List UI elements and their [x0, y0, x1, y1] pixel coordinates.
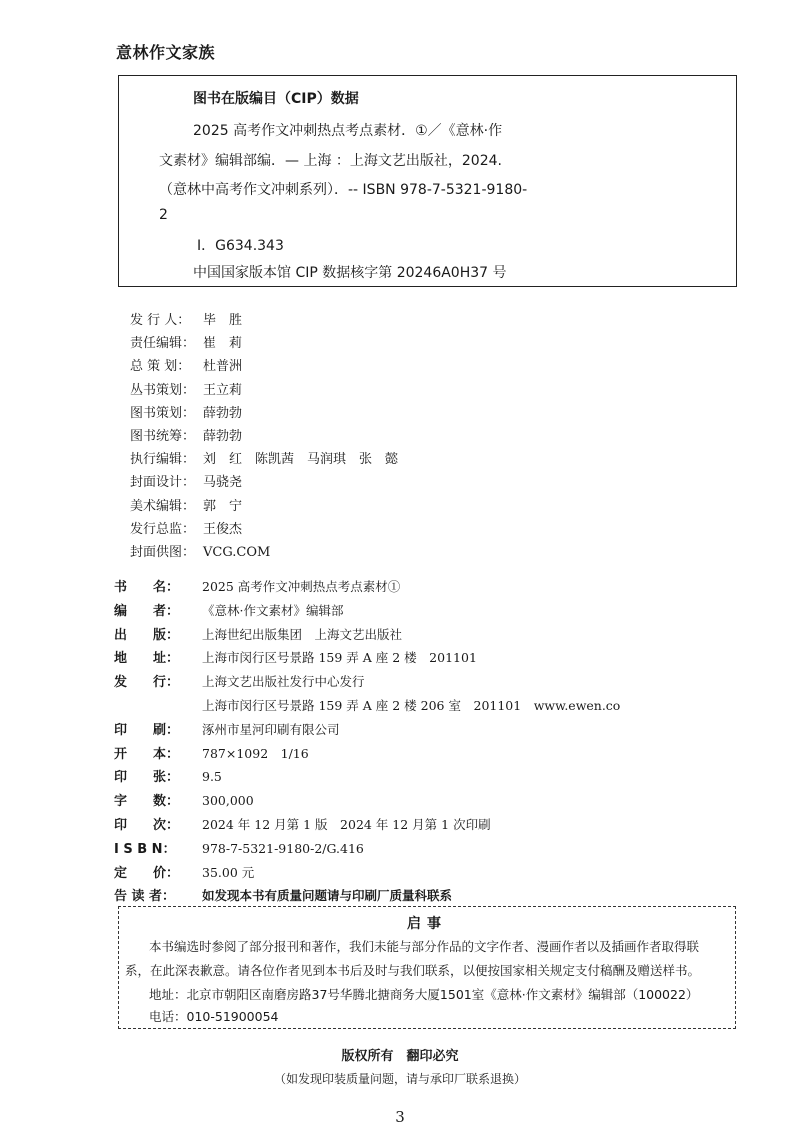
info-value: 上海文艺出版社发行中心发行	[202, 674, 365, 690]
cip-line-2: 文素材》编辑部编．— 上海 ：上海文艺出版社，2024.	[159, 153, 502, 169]
info-value: 上海市闵行区号景路 159 弄 A 座 2 楼 206 室 201101 www.ewen.co	[202, 697, 621, 713]
staff-value: 杜普洲	[203, 359, 243, 375]
info-row	[114, 765, 620, 789]
info-value: 上海市闵行区号景路 159 弄 A 座 2 楼 201101	[202, 650, 477, 666]
series-title: 意林作文家族	[116, 43, 216, 62]
info-value: 978-7-5321-9180-2/G.416	[202, 840, 364, 856]
info-label: 印 次：	[114, 817, 180, 833]
rights-note: （如发现印装质量问题，请与承印厂联系退换）	[273, 1072, 526, 1086]
staff-value: 薛勃勃	[203, 428, 243, 444]
staff-row	[130, 541, 398, 564]
info-value: 《意林·作文素材》编辑部	[202, 602, 344, 618]
info-value: 787×1092 1/16	[202, 745, 309, 761]
info-value: 上海世纪出版集团 上海文艺出版社	[202, 626, 403, 642]
staff-row	[130, 309, 398, 332]
info-row	[114, 694, 620, 718]
notice-line-1: 本书编选时参阅了部分报刊和著作，我们未能与部分作品的文字作者、漫画作者以及插画作者取得联	[149, 939, 700, 954]
info-label: 编 者：	[114, 603, 180, 619]
info-row	[114, 599, 620, 623]
info-label: 地 址：	[114, 651, 180, 667]
info-value: 如发现本书有质量问题请与印刷厂质量科联系	[202, 888, 453, 904]
info-value: 9.5	[202, 769, 222, 785]
info-label: 印 张：	[114, 770, 180, 786]
info-label: 书 名：	[114, 580, 180, 595]
info-label: 告 读 者：	[114, 889, 176, 905]
staff-value: VCG.COM	[203, 544, 271, 560]
staff-value: 薛勃勃	[203, 405, 243, 421]
info-row	[114, 575, 620, 599]
staff-label: 封面设计：	[130, 475, 196, 491]
staff-row	[130, 425, 398, 448]
staff-value: 崔 莉	[203, 336, 243, 352]
staff-row	[130, 471, 398, 494]
info-row	[114, 789, 620, 813]
info-value: 2024 年 12 月第 1 版 2024 年 12 月第 1 次印刷	[202, 816, 491, 832]
info-row	[114, 718, 620, 742]
rights-notice: 版权所有 翻印必究	[341, 1049, 459, 1064]
cip-line-1: 2025 高考作文冲刺热点考点素材．①／《意林·作	[193, 123, 503, 139]
staff-label: 总 策 划：	[130, 359, 191, 375]
info-row	[114, 837, 620, 861]
info-label: 出 版：	[114, 627, 180, 643]
staff-value: 郭 宁	[203, 498, 243, 514]
info-row	[114, 646, 620, 670]
staff-row	[130, 332, 398, 355]
staff-label: 责任编辑：	[130, 336, 196, 352]
cip-library-note: 中国国家版本馆 CIP 数据核字第 20246A0H37 号	[193, 265, 507, 281]
cip-line-4: 2	[159, 207, 168, 223]
staff-value: 刘 红 陈凯茜 马润琪 张 懿	[203, 452, 399, 468]
info-row	[114, 623, 620, 647]
cip-classification: Ⅰ．G634.343	[197, 238, 284, 254]
notice-title: 启事	[407, 916, 447, 932]
staff-label: 封面供图：	[130, 544, 196, 560]
staff-label: 图书统筹：	[130, 428, 196, 444]
staff-label: 丛书策划：	[130, 382, 196, 398]
cip-line-3: （意林中高考作文冲刺系列）．-- ISBN 978-7-5321-9180-	[159, 182, 528, 198]
info-value: 35.00 元	[202, 864, 255, 880]
book-info-list	[114, 575, 620, 908]
info-row	[114, 670, 620, 694]
info-label: 开 本：	[114, 746, 180, 762]
info-label: 发 行：	[114, 675, 180, 691]
staff-label: 发行总监：	[130, 521, 196, 537]
staff-list	[130, 309, 398, 564]
info-row	[114, 813, 620, 837]
info-value: 300,000	[202, 793, 254, 809]
staff-value: 王俊杰	[203, 521, 243, 537]
info-value: 2025 高考作文冲刺热点考点素材①	[202, 579, 401, 594]
info-row	[114, 742, 620, 766]
info-label: 印 刷：	[114, 722, 180, 738]
notice-line-2: 系，在此深表歉意。请各位作者见到本书后及时与我们联系，以便按国家相关规定支付稿酬及赠送样书。	[125, 963, 701, 978]
info-row	[114, 861, 620, 885]
info-label: 字 数：	[114, 794, 180, 810]
cip-data-box	[118, 75, 737, 287]
notice-address: 地址：北京市朝阳区南磨房路37号华腾北搪商务大厦1501室《意林·作文素材》编辑部（100022）	[149, 987, 699, 1002]
info-value: 涿州市星河印刷有限公司	[202, 721, 340, 737]
staff-row	[130, 518, 398, 541]
staff-value: 马骁尧	[203, 475, 243, 491]
info-row	[114, 884, 620, 908]
info-label: I S B N：	[114, 841, 176, 857]
staff-row	[130, 402, 398, 425]
staff-label: 图书策划：	[130, 405, 196, 421]
staff-label: 美术编辑：	[130, 498, 196, 514]
notice-box	[118, 906, 736, 1029]
staff-value: 王立莉	[203, 382, 243, 398]
staff-label: 发 行 人：	[130, 313, 191, 328]
staff-row	[130, 495, 398, 518]
info-label: 定 价：	[114, 865, 180, 881]
staff-row	[130, 448, 398, 471]
page-number: 3	[395, 1108, 405, 1126]
staff-row	[130, 355, 398, 378]
staff-value: 毕 胜	[203, 313, 243, 328]
staff-label: 执行编辑：	[130, 452, 196, 468]
cip-title: 图书在版编目（CIP）数据	[193, 91, 359, 107]
notice-phone: 电话：010-51900054	[149, 1009, 279, 1024]
staff-row	[130, 379, 398, 402]
